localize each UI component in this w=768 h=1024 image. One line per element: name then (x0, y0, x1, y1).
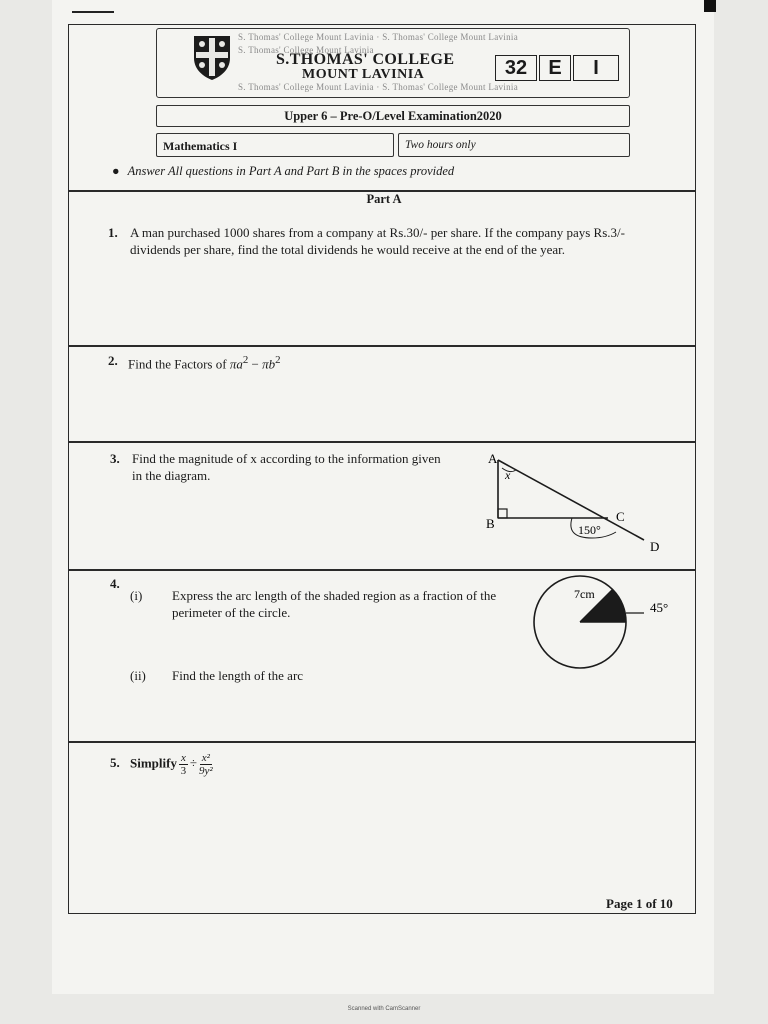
part-i-label: (i) (130, 588, 143, 603)
question-number: 3. (110, 451, 120, 466)
question-number: 2. (108, 353, 118, 368)
label-d: D (650, 539, 660, 554)
part-ii-label: (ii) (130, 668, 146, 683)
label-b: B (486, 516, 495, 531)
watermark-line-2: S. Thomas' College Mount Lavinia (238, 45, 374, 55)
divider-q4 (68, 741, 696, 743)
question-text: Simplify $\frac{x}{3}$ ÷ $\frac{\text{x²}}{\text{9y²}}$ (130, 752, 213, 777)
college-place: MOUNT LAVINIA (302, 67, 425, 82)
label-angle-x: x (505, 468, 511, 482)
label-radius: 7cm (574, 587, 595, 601)
subject-box (156, 133, 394, 157)
label-angle-150: 150° (578, 523, 601, 537)
corner-mark (72, 11, 114, 13)
question-text-line-1: A man purchased 1000 shares from a company at Rs.30/- per share. If the company pays Rs.3/- (130, 225, 625, 240)
duration-label: Two hours only (405, 139, 476, 151)
scan-edge-shadow (704, 0, 716, 12)
college-name: S.THOMAS' COLLEGE (276, 51, 455, 68)
code-box-grade: 32 (495, 55, 537, 81)
exam-title: Upper 6 – Pre-O/Level Examination2020 (284, 108, 502, 123)
scanner-watermark: Scanned with CamScanner (347, 1006, 421, 1012)
circle-sector-diagram (528, 578, 678, 670)
part-i-text-line-2: perimeter of the circle. (172, 605, 291, 620)
exam-title-box (156, 105, 630, 127)
question-text-line-2: dividends per share, find the total dividends he would receive at the end of the year. (130, 242, 565, 257)
duration-box (398, 133, 630, 157)
code-box-medium: E (539, 55, 571, 81)
label-c: C (616, 509, 625, 524)
question-number: 5. (110, 755, 120, 770)
part-a-title: Part A (366, 192, 402, 206)
watermark-line-1: S. Thomas' College Mount Lavinia · S. Thomas' College Mount Lavinia (238, 32, 518, 42)
part-i-text-line-1: Express the arc length of the shaded region as a fraction of the (172, 588, 497, 603)
question-text-line-1: Find the magnitude of x according to the information given (132, 451, 441, 466)
fraction-2: $\frac{\text{x²}}{\text{9y²}}$ (199, 752, 213, 777)
divider-q3 (68, 569, 696, 571)
right-angle-mark (498, 509, 507, 518)
watermark-line-3: S. Thomas' College Mount Lavinia · S. Thomas' College Mount Lavinia (238, 82, 518, 92)
question-text: Find the Factors of $\pi a^2 - \pi b^2$ (128, 354, 281, 372)
label-a: A (488, 451, 498, 466)
fraction-1: $\frac{x}{3}$ (180, 752, 187, 777)
part-ii-text: Find the length of the arc (172, 668, 304, 683)
instruction: ● Answer All questions in Part A and Part B in the spaces provided (112, 164, 455, 178)
divider-q2 (68, 441, 696, 443)
code-box-paper: I (573, 55, 619, 81)
question-number: 4. (110, 576, 120, 591)
triangle-diagram (480, 448, 680, 558)
bullet-icon: ● (112, 164, 120, 178)
college-crest-icon (190, 32, 234, 82)
page-number: Page 1 of 10 (606, 896, 673, 911)
question-number: 1. (108, 225, 118, 240)
divider-q1 (68, 345, 696, 347)
label-angle-45: 45° (650, 600, 669, 615)
subject-label: Mathematics I (163, 139, 238, 153)
question-text-line-2: in the diagram. (132, 468, 211, 483)
